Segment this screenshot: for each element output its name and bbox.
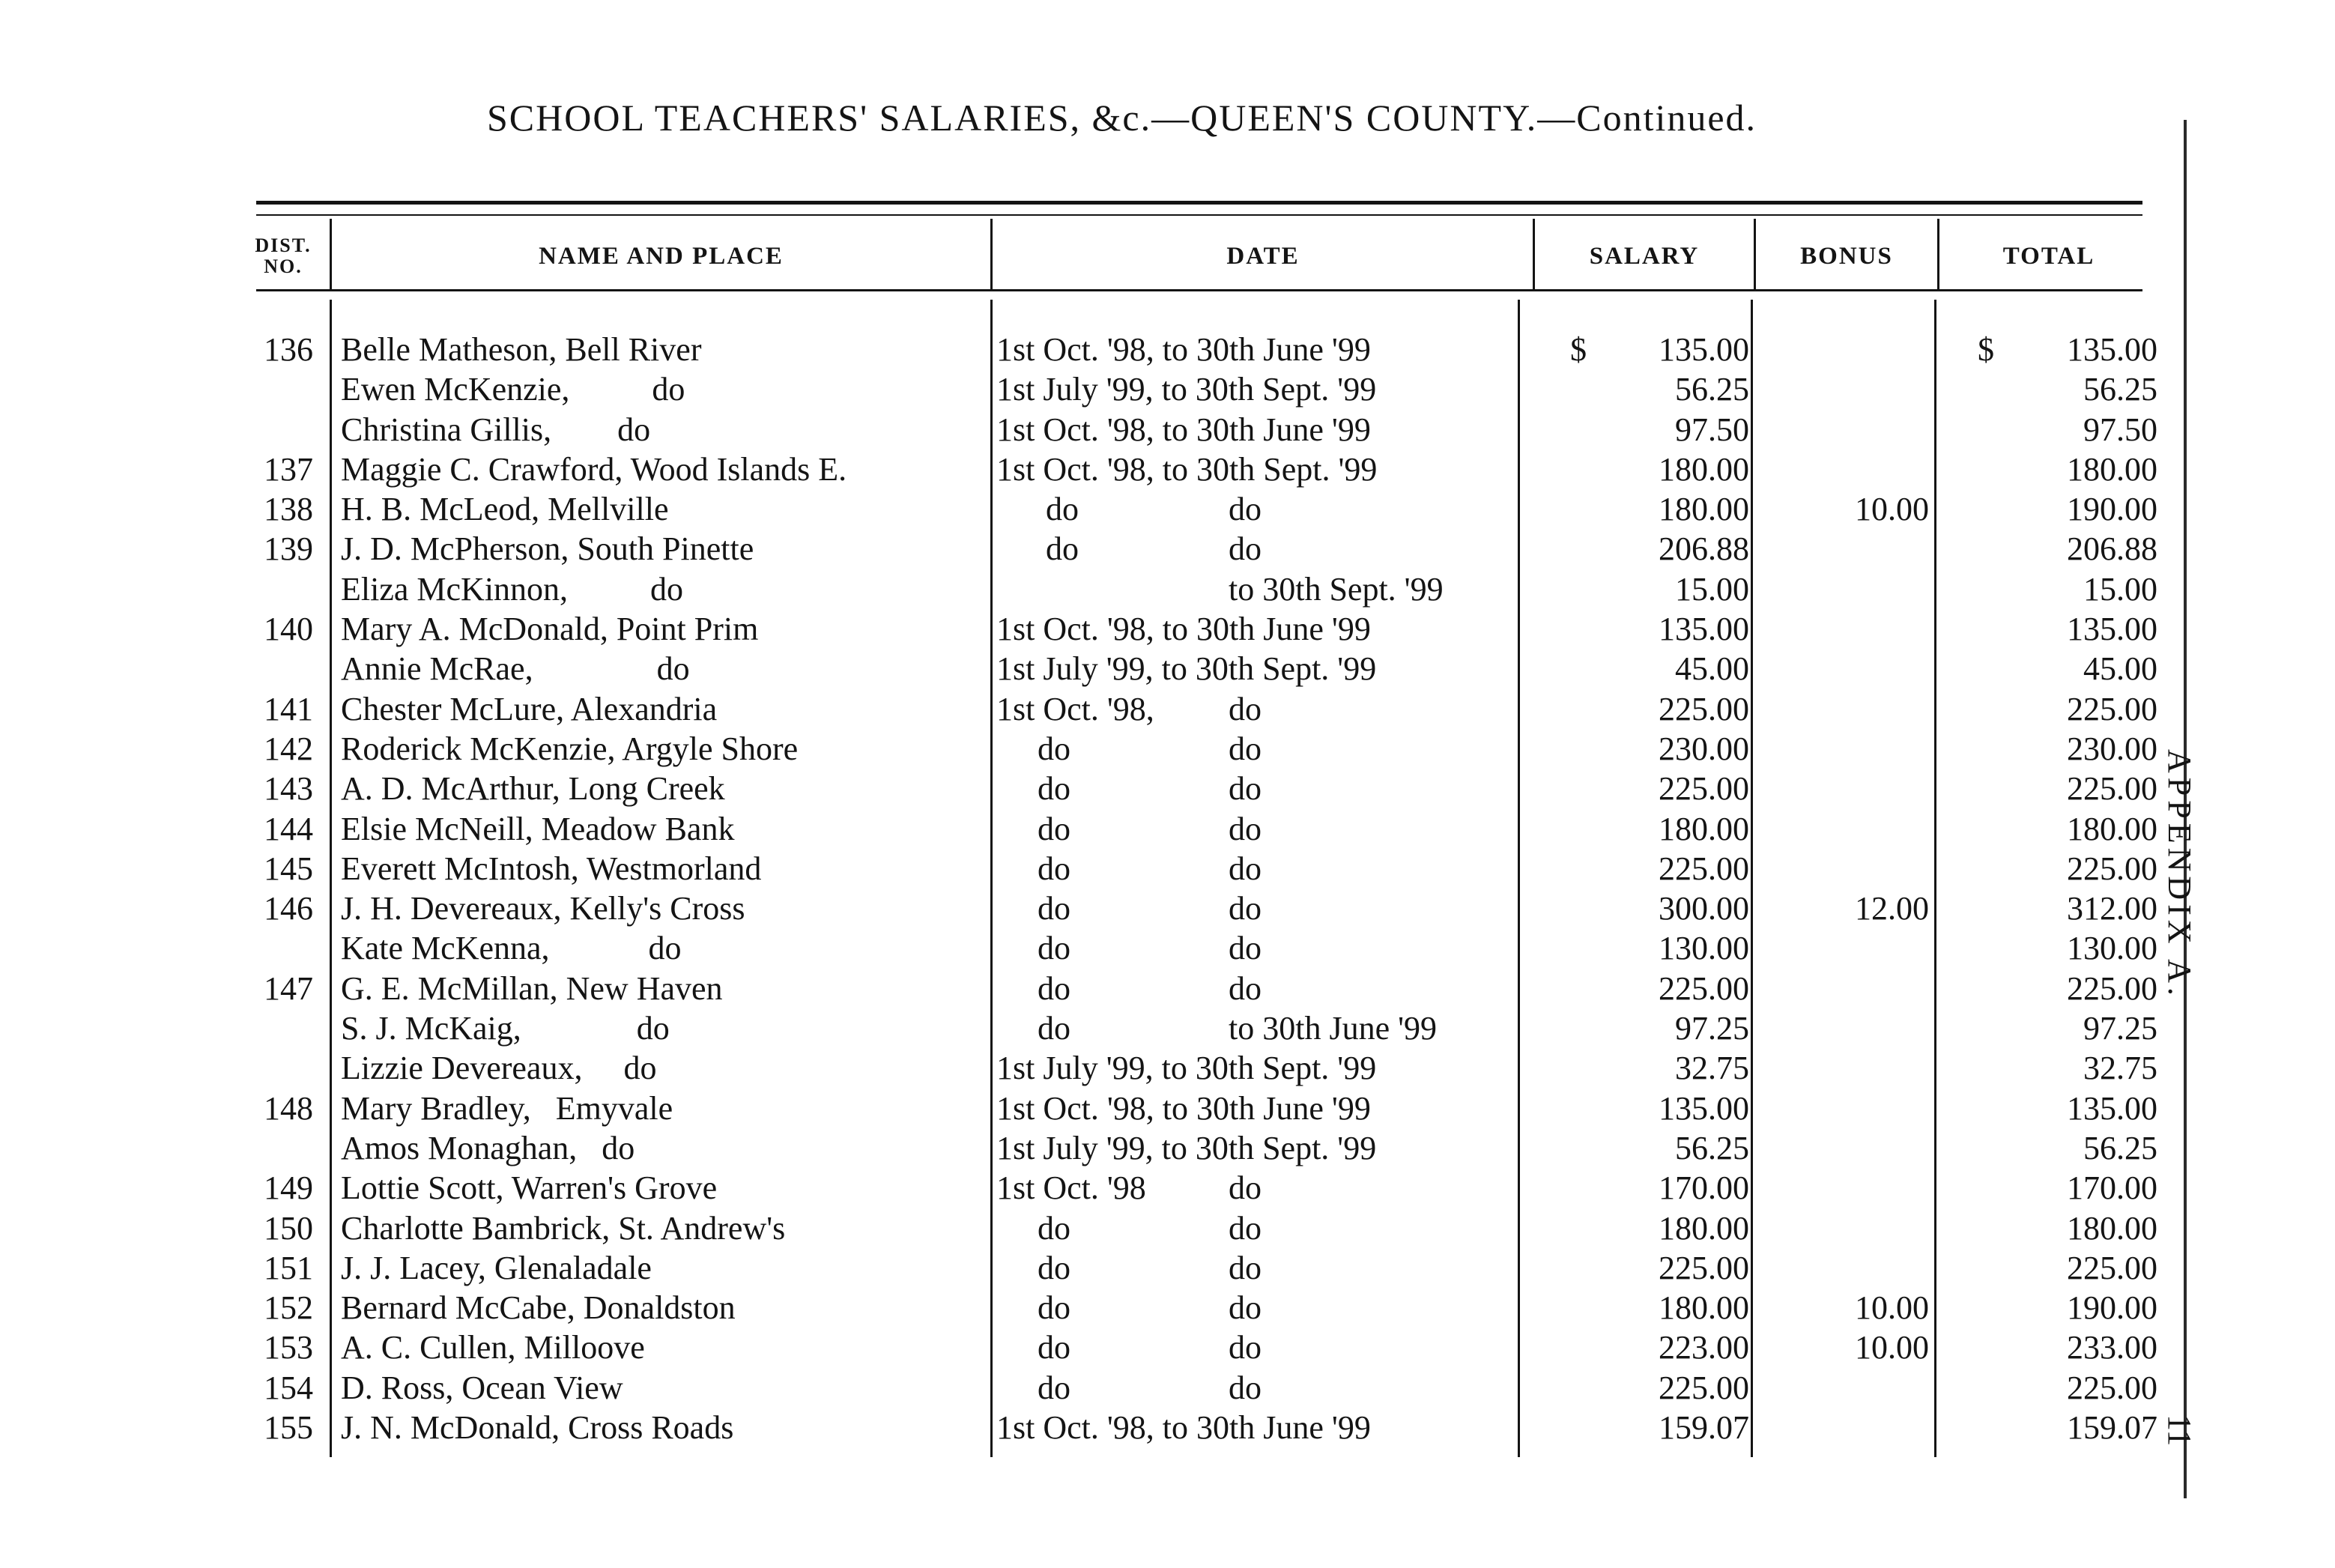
- date-end-cell: do: [1229, 530, 1262, 568]
- name-place-cell: Christina Gillis, do: [341, 411, 651, 448]
- top-rule-thin: [256, 214, 2142, 216]
- date-cell: do: [996, 491, 1079, 528]
- total-cell: 190.00: [2067, 1289, 2157, 1327]
- date-cell: 1st July '99, to 30th Sept. '99: [996, 1050, 1377, 1087]
- total-cell: 15.00: [2083, 570, 2157, 608]
- dist-no-cell: 136: [264, 331, 313, 368]
- date-end-cell: do: [1229, 690, 1262, 727]
- dist-no-cell: 147: [264, 969, 313, 1007]
- date-cell: 1st Oct. '98, to 30th June '99: [996, 1089, 1371, 1127]
- name-place-cell: J. N. McDonald, Cross Roads: [341, 1409, 734, 1447]
- total-cell: 130.00: [2067, 930, 2157, 967]
- dist-no-cell: 141: [264, 690, 313, 727]
- date-cell: 1st July '99, to 30th Sept. '99: [996, 650, 1377, 688]
- total-cell: 159.07: [2067, 1409, 2157, 1447]
- column-divider: [1518, 300, 1520, 1457]
- date-cell: 1st Oct. '98: [996, 1169, 1146, 1207]
- total-cell: 97.50: [2083, 411, 2157, 448]
- name-place-cell: Maggie C. Crawford, Wood Islands E.: [341, 450, 847, 488]
- column-divider: [1934, 300, 1936, 1457]
- total-cell: 180.00: [2067, 1209, 2157, 1247]
- name-place-cell: A. C. Cullen, Milloove: [341, 1329, 645, 1366]
- dist-no-cell: 139: [264, 530, 313, 568]
- date-cell: do: [996, 1010, 1070, 1047]
- total-cell: 225.00: [2067, 770, 2157, 808]
- dist-no-cell: 143: [264, 770, 313, 808]
- column-divider: [330, 219, 332, 291]
- name-place-cell: H. B. McLeod, Mellville: [341, 491, 669, 528]
- name-place-cell: Charlotte Bambrick, St. Andrew's: [341, 1209, 786, 1247]
- name-place-cell: Chester McLure, Alexandria: [341, 690, 718, 727]
- salary-cell: 206.88: [1659, 530, 1749, 568]
- date-end-cell: do: [1229, 810, 1262, 847]
- dist-no-cell: 155: [264, 1409, 313, 1447]
- date-end-cell: do: [1229, 730, 1262, 767]
- salary-cell: 135.00: [1659, 611, 1749, 648]
- date-cell: do: [996, 1289, 1070, 1327]
- total-cell: 225.00: [2067, 850, 2157, 887]
- dist-no-cell: 154: [264, 1369, 313, 1406]
- date-end-cell: do: [1229, 890, 1262, 927]
- date-end-cell: do: [1229, 770, 1262, 808]
- date-cell: 1st Oct. '98, to 30th June '99: [996, 1409, 1371, 1447]
- total-cell: 233.00: [2067, 1329, 2157, 1366]
- column-divider: [1937, 219, 1939, 291]
- total-cell: 180.00: [2067, 810, 2157, 847]
- column-divider: [330, 300, 332, 1457]
- salary-cell: 135.00: [1659, 331, 1749, 368]
- bonus-cell: 10.00: [1855, 491, 1929, 528]
- total-cell: 135.00: [2067, 1089, 2157, 1127]
- dist-no-cell: 149: [264, 1169, 313, 1207]
- salary-cell: 170.00: [1659, 1169, 1749, 1207]
- date-cell: 1st Oct. '98, to 30th June '99: [996, 411, 1371, 448]
- salary-cell: 225.00: [1659, 969, 1749, 1007]
- salary-cell: 159.07: [1659, 1409, 1749, 1447]
- date-cell: do: [996, 1209, 1070, 1247]
- date-cell: 1st Oct. '98, to 30th Sept. '99: [996, 450, 1378, 488]
- salary-cell: 15.00: [1675, 570, 1749, 608]
- header-salary: SALARY: [1589, 242, 1700, 270]
- dist-no-cell: 138: [264, 491, 313, 528]
- name-place-cell: Everett McIntosh, Westmorland: [341, 850, 762, 887]
- date-end-cell: do: [1229, 1329, 1262, 1366]
- date-cell: do: [996, 930, 1070, 967]
- date-cell: 1st Oct. '98, to 30th June '99: [996, 331, 1371, 368]
- name-place-cell: Elsie McNeill, Meadow Bank: [341, 810, 735, 847]
- currency-symbol: $: [1570, 331, 1587, 368]
- date-cell: do: [996, 1329, 1070, 1366]
- date-end-cell: do: [1229, 1289, 1262, 1327]
- name-place-cell: G. E. McMillan, New Haven: [341, 969, 723, 1007]
- total-cell: 206.88: [2067, 530, 2157, 568]
- total-cell: 230.00: [2067, 730, 2157, 767]
- date-end-cell: do: [1229, 1369, 1262, 1406]
- date-cell: 1st July '99, to 30th Sept. '99: [996, 1129, 1377, 1166]
- date-cell: do: [996, 810, 1070, 847]
- dist-no-cell: 151: [264, 1249, 313, 1286]
- name-place-cell: Belle Matheson, Bell River: [341, 331, 702, 368]
- column-divider: [990, 219, 993, 291]
- name-place-cell: Ewen McKenzie, do: [341, 371, 685, 408]
- date-end-cell: do: [1229, 1169, 1262, 1207]
- salary-cell: 45.00: [1675, 650, 1749, 688]
- name-place-cell: Mary Bradley, Emyvale: [341, 1089, 673, 1127]
- name-place-cell: Annie McRae, do: [341, 650, 690, 688]
- name-place-cell: Amos Monaghan, do: [341, 1129, 635, 1166]
- date-cell: do: [996, 1249, 1070, 1286]
- total-cell: 225.00: [2067, 1249, 2157, 1286]
- currency-symbol: $: [1978, 331, 1994, 368]
- salary-cell: 180.00: [1659, 1289, 1749, 1327]
- total-cell: 225.00: [2067, 1369, 2157, 1406]
- total-cell: 56.25: [2083, 1129, 2157, 1166]
- name-place-cell: A. D. McArthur, Long Creek: [341, 770, 725, 808]
- column-divider: [1751, 300, 1753, 1457]
- total-cell: 225.00: [2067, 690, 2157, 727]
- column-divider: [990, 300, 993, 1457]
- name-place-cell: Kate McKenna, do: [341, 930, 682, 967]
- name-place-cell: J. J. Lacey, Glenaladale: [341, 1249, 652, 1286]
- bonus-cell: 10.00: [1855, 1329, 1929, 1366]
- name-place-cell: J. D. McPherson, South Pinette: [341, 530, 754, 568]
- salary-cell: 230.00: [1659, 730, 1749, 767]
- top-rule: [256, 201, 2142, 205]
- salary-cell: 56.25: [1675, 1129, 1749, 1166]
- dist-no-cell: 142: [264, 730, 313, 767]
- salary-cell: 32.75: [1675, 1050, 1749, 1087]
- date-cell: do: [996, 969, 1070, 1007]
- date-cell: 1st Oct. '98, to 30th June '99: [996, 611, 1371, 648]
- name-place-cell: D. Ross, Ocean View: [341, 1369, 623, 1406]
- salary-cell: 225.00: [1659, 850, 1749, 887]
- dist-no-cell: 144: [264, 810, 313, 847]
- date-end-cell: to 30th Sept. '99: [1229, 570, 1444, 608]
- bonus-cell: 10.00: [1855, 1289, 1929, 1327]
- salary-cell: 225.00: [1659, 690, 1749, 727]
- date-cell: do: [996, 1369, 1070, 1406]
- dist-no-cell: 140: [264, 611, 313, 648]
- total-cell: 180.00: [2067, 450, 2157, 488]
- dist-no-cell: 137: [264, 450, 313, 488]
- appendix-label: APPENDIX A.: [2161, 749, 2198, 1000]
- dist-no-cell: 146: [264, 890, 313, 927]
- total-cell: 225.00: [2067, 969, 2157, 1007]
- date-cell: do: [996, 890, 1070, 927]
- header-total: TOTAL: [2002, 242, 2095, 270]
- bonus-cell: 12.00: [1855, 890, 1929, 927]
- salary-cell: 180.00: [1659, 450, 1749, 488]
- date-end-cell: do: [1229, 1249, 1262, 1286]
- name-place-cell: Lizzie Devereaux, do: [341, 1050, 657, 1087]
- date-cell: do: [996, 850, 1070, 887]
- salary-cell: 223.00: [1659, 1329, 1749, 1366]
- page-number: 11: [2161, 1414, 2198, 1447]
- total-cell: 170.00: [2067, 1169, 2157, 1207]
- date-cell: do: [996, 770, 1070, 808]
- total-cell: 97.25: [2083, 1010, 2157, 1047]
- header-dist-no: [238, 225, 328, 288]
- page-title: SCHOOL TEACHERS' SALARIES, &c.—QUEEN'S COUNTY.—Continued.: [487, 97, 1757, 139]
- date-cell: 1st July '99, to 30th Sept. '99: [996, 371, 1377, 408]
- salary-cell: 180.00: [1659, 1209, 1749, 1247]
- column-divider: [1533, 219, 1535, 291]
- salary-cell: 225.00: [1659, 1369, 1749, 1406]
- header-rule: [256, 289, 2142, 291]
- date-end-cell: do: [1229, 969, 1262, 1007]
- name-place-cell: J. H. Devereaux, Kelly's Cross: [341, 890, 745, 927]
- date-end-cell: do: [1229, 491, 1262, 528]
- name-place-cell: Lottie Scott, Warren's Grove: [341, 1169, 718, 1207]
- name-place-cell: S. J. McKaig, do: [341, 1010, 670, 1047]
- salary-cell: 130.00: [1659, 930, 1749, 967]
- dist-no-cell: 145: [264, 850, 313, 887]
- date-end-cell: do: [1229, 1209, 1262, 1247]
- salary-cell: 300.00: [1659, 890, 1749, 927]
- salary-cell: 135.00: [1659, 1089, 1749, 1127]
- dist-no-cell: 148: [264, 1089, 313, 1127]
- salary-cell: 225.00: [1659, 1249, 1749, 1286]
- column-divider: [1754, 219, 1756, 291]
- header-bonus: BONUS: [1800, 242, 1893, 270]
- total-cell: 56.25: [2083, 371, 2157, 408]
- salary-cell: 225.00: [1659, 770, 1749, 808]
- date-end-cell: to 30th June '99: [1229, 1010, 1438, 1047]
- dist-no-cell: 153: [264, 1329, 313, 1366]
- header-name-and-place: NAME AND PLACE: [539, 242, 784, 270]
- header-date: DATE: [1226, 242, 1300, 270]
- total-cell: 45.00: [2083, 650, 2157, 688]
- name-place-cell: Eliza McKinnon, do: [341, 570, 684, 608]
- total-cell: 135.00: [2067, 331, 2157, 368]
- name-place-cell: Bernard McCabe, Donaldston: [341, 1289, 736, 1327]
- total-cell: 135.00: [2067, 611, 2157, 648]
- date-end-cell: do: [1229, 850, 1262, 887]
- total-cell: 312.00: [2067, 890, 2157, 927]
- salary-cell: 97.50: [1675, 411, 1749, 448]
- salary-cell: 56.25: [1675, 371, 1749, 408]
- total-cell: 32.75: [2083, 1050, 2157, 1087]
- salary-cell: 97.25: [1675, 1010, 1749, 1047]
- name-place-cell: Roderick McKenzie, Argyle Shore: [341, 730, 799, 767]
- date-cell: do: [996, 730, 1070, 767]
- dist-no-cell: 150: [264, 1209, 313, 1247]
- header-dist-line2: NO.: [264, 255, 303, 277]
- name-place-cell: Mary A. McDonald, Point Prim: [341, 611, 759, 648]
- date-end-cell: do: [1229, 930, 1262, 967]
- date-cell: do: [996, 530, 1079, 568]
- date-cell: 1st Oct. '98,: [996, 690, 1154, 727]
- header-dist-line1: DIST.: [255, 234, 312, 256]
- salary-cell: 180.00: [1659, 491, 1749, 528]
- salary-cell: 180.00: [1659, 810, 1749, 847]
- total-cell: 190.00: [2067, 491, 2157, 528]
- dist-no-cell: 152: [264, 1289, 313, 1327]
